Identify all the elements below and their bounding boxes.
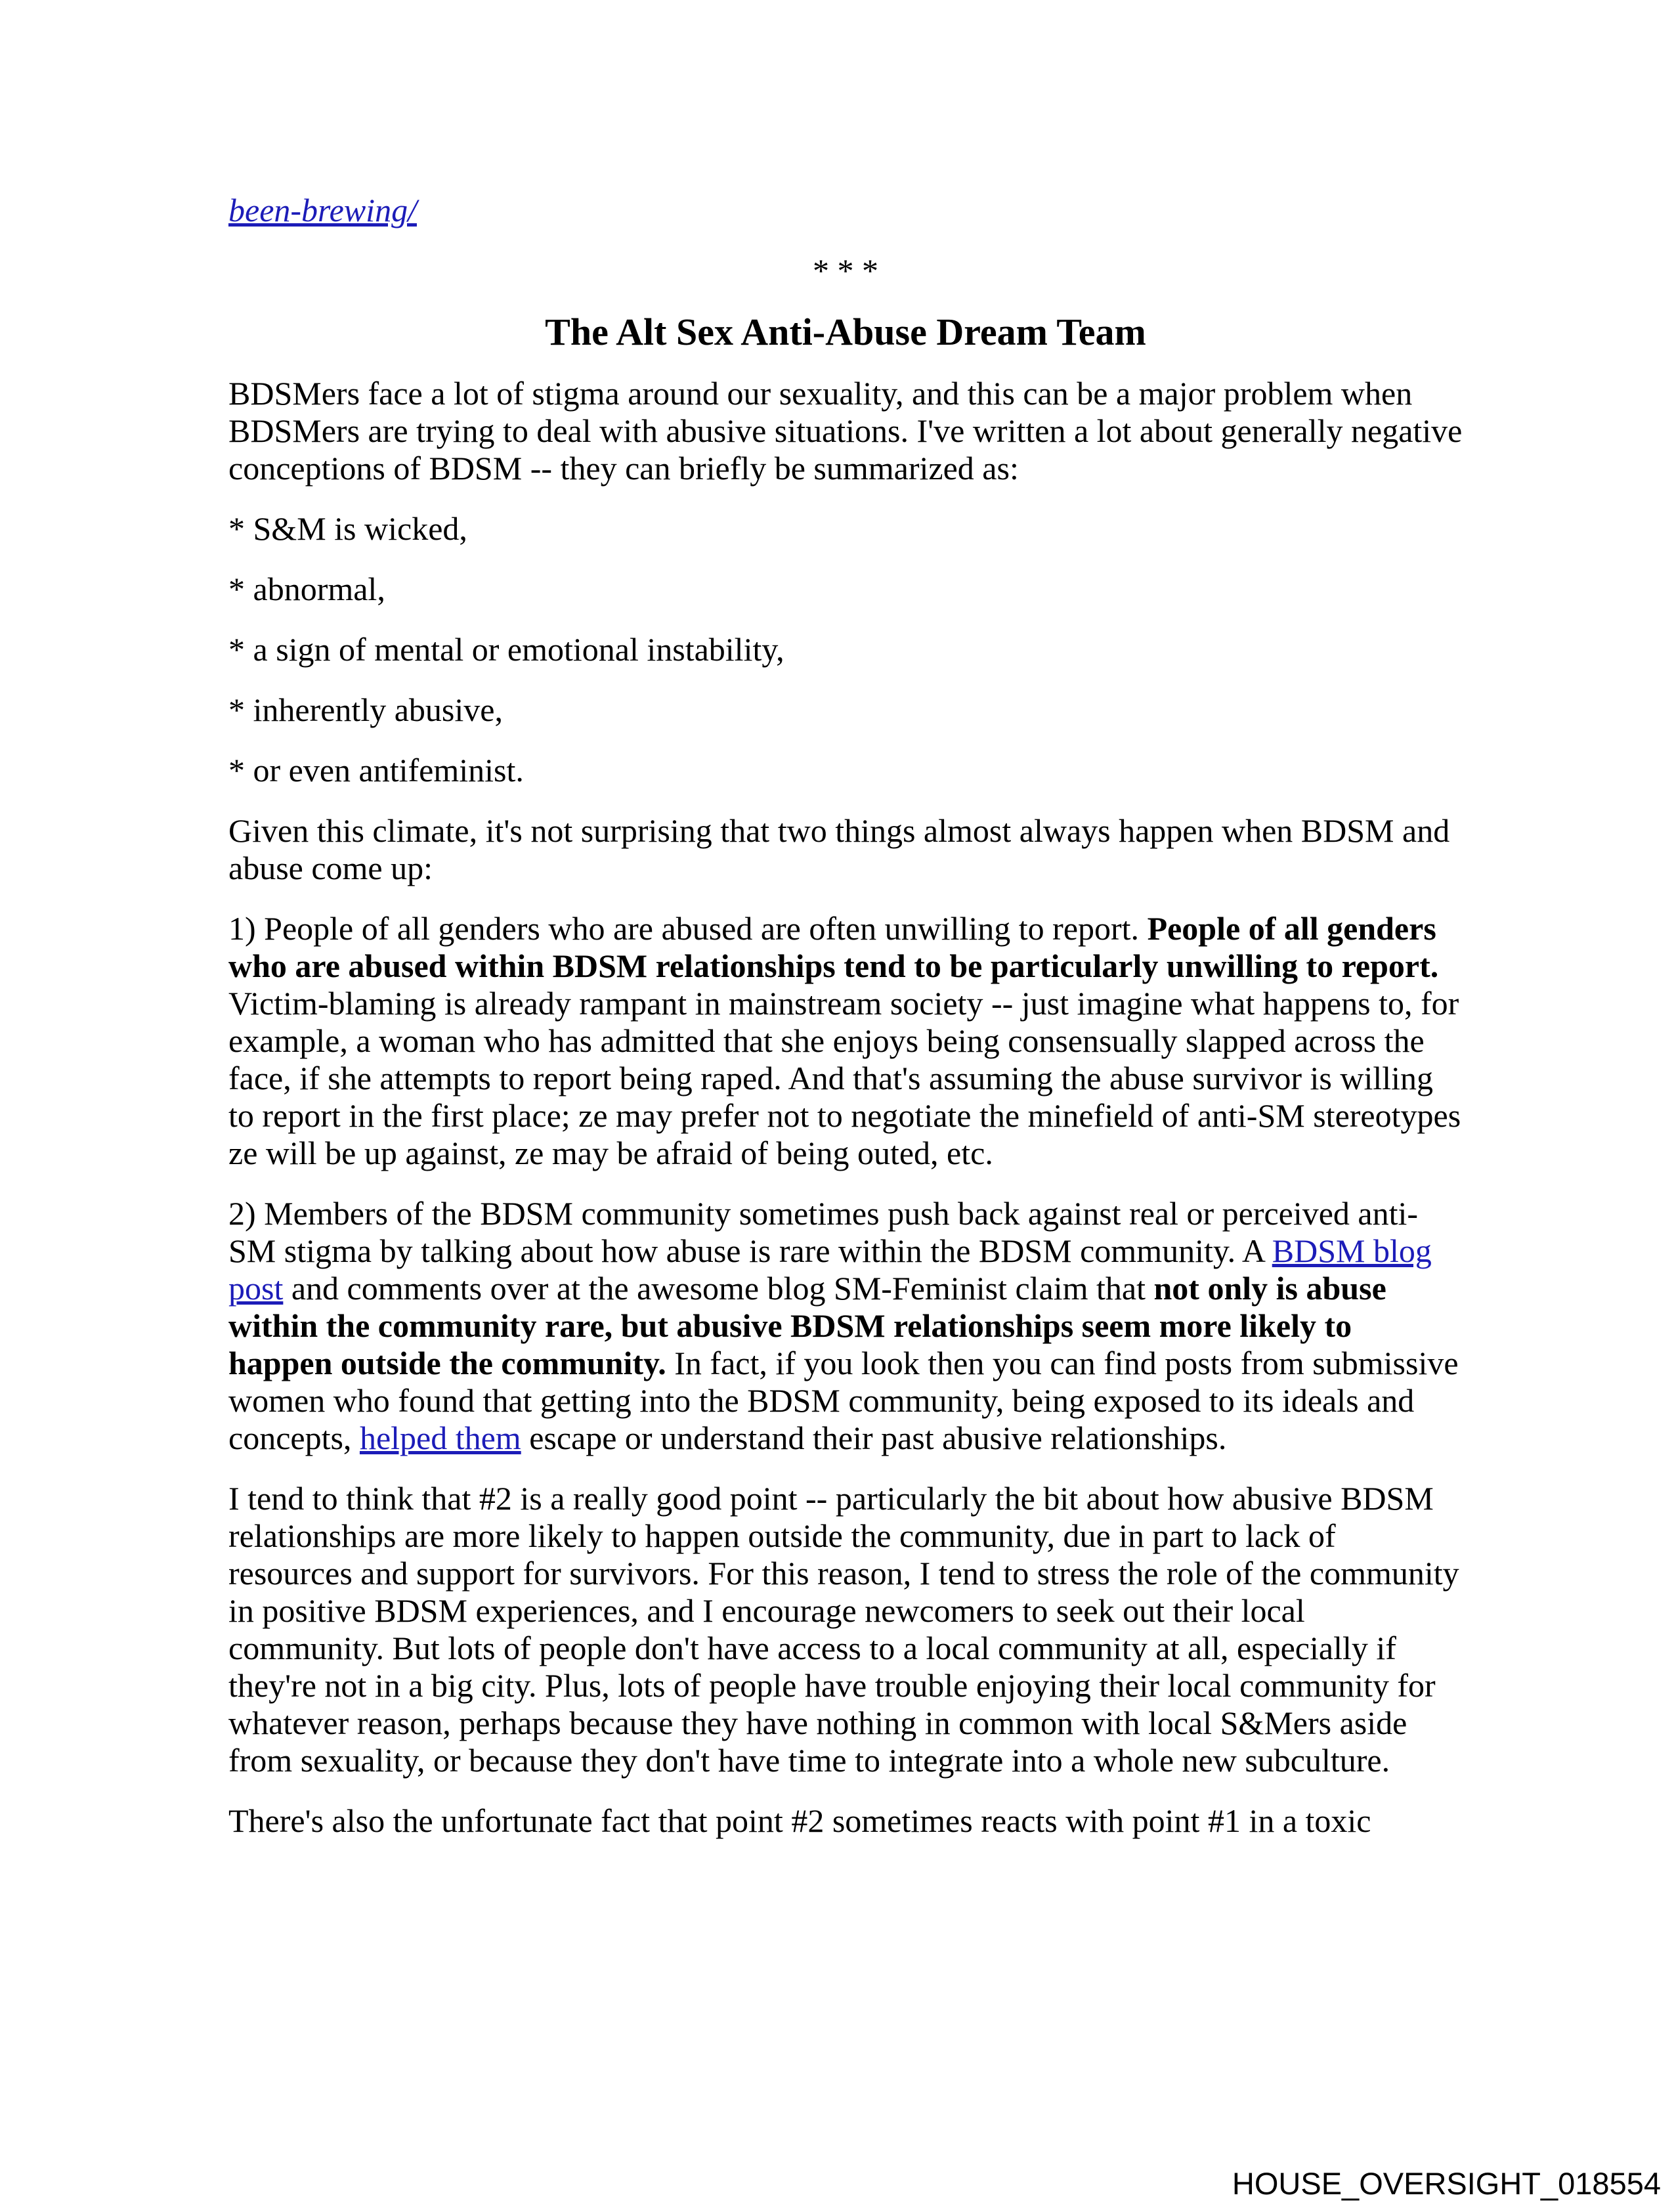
point-2-paragraph [228,1195,1463,1457]
text-run: * abnormal, [228,571,385,607]
text-run: * a sign of mental or emotional instability, [228,631,784,668]
section-separator: * * * [813,252,878,289]
bold-text-run: not only is abuse within the community rare, but abusive BDSM relationships seem more likely to happen outside the community. [228,1270,1386,1381]
text-run: escape or understand their past abusive relationships. [521,1420,1227,1456]
header-link-line [228,192,1463,229]
given-climate-paragraph [228,812,1463,887]
intro-paragraph [228,375,1463,487]
text-run: There's also the unfortunate fact that point #2 sometimes reacts with point #1 in a toxic [228,1802,1371,1839]
been-brewing-link[interactable]: been-brewing/ [228,192,417,228]
body-paragraphs [228,375,1463,1840]
text-run: and comments over at the awesome blog SM-Feminist claim that [283,1270,1154,1307]
helped-them-link[interactable]: helped them [359,1420,521,1456]
text-run: * inherently abusive, [228,691,503,728]
text-run: 1) People of all genders who are abused are often unwilling to report. [228,910,1148,947]
text-run: 2) Members of the BDSM community sometimes push back against real or perceived anti-SM stigma by talking about how abuse is rare within the BDSM community. A [228,1195,1419,1269]
bullet-abnormal [228,571,1463,608]
commentary-paragraph [228,1480,1463,1779]
text-run: BDSMers face a lot of stigma around our sexuality, and this can be a major problem when BDSMers are trying to deal with abusive situations. I've written a lot about generally negative conceptions of BDSM -- they can briefly be summarized as: [228,375,1463,487]
document-content [228,192,1463,1863]
text-run: * or even antifeminist. [228,752,524,789]
bold-text-run: People of all genders who are abused within BDSM relationships tend to be particularly unwilling to report. [228,910,1439,984]
bullet-sm-wicked [228,510,1463,548]
text-run: In fact, if you look then you can find posts from submissive women who found that getting into the BDSM community, being exposed to its ideals and concepts, [228,1345,1459,1456]
text-run: Victim-blaming is already rampant in mainstream society -- just imagine what happens to, for example, a woman who has admitted that she enjoys being consensually slapped across the face, if she attempts to report being raped. And that's assuming the abuse survivor is willing to report in the first place; ze may prefer not to negotiate the minefield of anti-SM stereotypes ze will be up against, ze may be afraid of being outed, etc. [228,985,1461,1171]
bdsm-blog-post-link[interactable]: BDSM blog post [228,1232,1432,1307]
text-run: I tend to think that #2 is a really good point -- particularly the bit about how abusive BDSM relationships are more likely to happen outside the community, due in part to lack of resources and support for survivors. For this reason, I tend to stress the role of the community in positive BDSM experiences, and I encourage newcomers to seek out their local community. But lots of people don't have access to a local community at all, especially if they're not in a big city. Plus, lots of people have trouble enjoying their local community for whatever reason, perhaps because they have nothing in common with local S&Mers aside from sexuality, or because they don't have time to integrate into a whole new subculture. [228,1480,1459,1779]
page-title: The Alt Sex Anti-Abuse Dream Team [545,311,1146,353]
text-run: Given this climate, it's not surprising that two things almost always happen when BDSM and abuse come up: [228,812,1450,886]
closing-paragraph [228,1802,1463,1840]
bullet-instability [228,631,1463,668]
bullet-antifeminist [228,752,1463,789]
text-run: * S&M is wicked, [228,510,467,547]
bullet-inherently-abusive [228,691,1463,729]
point-1-paragraph [228,910,1463,1172]
bates-number: HOUSE_OVERSIGHT_018554 [1232,2166,1661,2201]
